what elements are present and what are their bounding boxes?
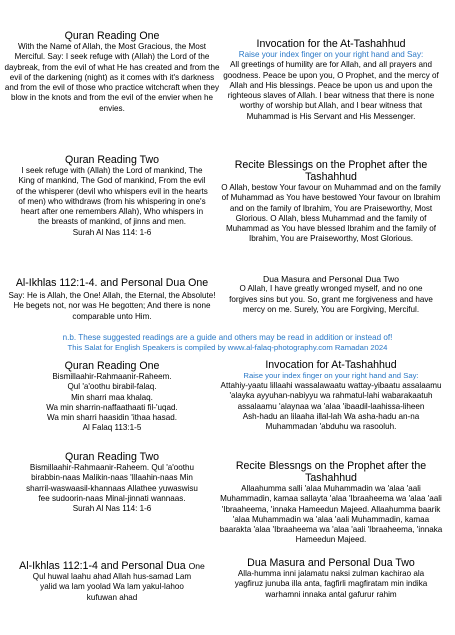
dua-masura-heading: Dua Masura and Personal Dua Two	[263, 274, 399, 284]
translit-dua-text: Alla-humma inni jalamatu naksi zulman kachirao ala yagfiruz junuba illa anta, fagfirli magfiratam min indika warhamni innaka antal gafurur rahim	[234, 569, 428, 599]
translit-ikhlas-heading-suffix: One	[188, 561, 205, 571]
translit-right-column-2	[218, 460, 444, 546]
translit-blessings-text: Allaahumma salli 'alaa Muhammadin wa 'alaa 'aali Muhammadin, kamaa sallayta 'alaa 'Ibraaheema wa 'alaa 'aali 'Ibraaheema, 'innaka Hameedun Majeed. Allaahumma baarik 'alaa Muhammadin wa 'alaa 'aali Muhammadin, kamaa baarakta 'alaa 'Ibraaheema wa 'alaa 'aali 'Ibraaheema, 'innaka Hameedun Majeed.	[219, 484, 443, 545]
english-left-column-2	[0, 154, 224, 238]
translit-invocation-text: Attahiy-yaatu lillaahi wassalawaatu wattay-yibaatu assalaamu 'alayka ayyuhan-nabiyyu wa rahmatul-lahi wabarakaatuh assalaamu 'alaynaa wa 'alaa 'ibaadil-laahissa-liheen	[220, 381, 442, 411]
english-left-column	[0, 30, 224, 114]
translit-invocation-heading: Invocation for At-Tashahhud	[265, 359, 397, 371]
translit-quran-one-line: Wa min sharri haasidin 'ithaa hasad.	[47, 413, 177, 423]
translit-quran-two-text: Bismillaahir-Rahmaanir-Raheem. Qul 'a'oothu birabbin-naas Malikin-naas 'Illaahin-naas Min sharril-waswaasil-khannaas Allathee yuwaswisu fee sudoorin-naas Minal-jinnati wannaas.	[26, 463, 198, 503]
translit-quran-one-ref: Al Falaq 113:1-5	[82, 423, 142, 433]
invocation-text: All greetings of humility are for Allah, and all prayers and goodness. Peace be upon you, O Prophet, and the mercy of Allah and His blessings. Peace be upon us and upon the righteous slaves of Allah. I bear witness that there is none worthy of worship but Allah, and I bear witness that Muhammad is His Servant and His Messenger.	[223, 60, 439, 121]
quran-reading-one-heading: Quran Reading One	[64, 30, 160, 42]
translit-invocation-text-2: Ash-hadu an lilaaha illal-lah Wa asha-hadu an-na Muhammadan 'abduhu wa rasooluh.	[242, 411, 420, 432]
translit-ikhlas-heading-main: Al-Ikhlas 112:1-4 and Personal Dua	[19, 560, 186, 572]
translit-quran-two-heading: Quran Reading Two	[64, 451, 160, 463]
invocation-heading: Invocation for the At-Tashahhud	[256, 38, 406, 50]
translit-quran-one-line: Bismillaahir-Rahmaanir-Raheem.	[52, 372, 172, 381]
translit-ikhlas-heading	[0, 560, 224, 572]
notice-line-2: This Salat for English Speakers is compiled by www.al-falaq-photography.com Ramadan 2024	[67, 343, 388, 353]
dua-masura-text: O Allah, I have greatly wronged myself, and no one forgives sins but you. So, grant me forgiveness and have mercy on me. Surely, You are Forgiving, Merciful.	[229, 284, 433, 314]
translit-blessings-heading: Recite Blessngs on the Prophet after the Tashahhud	[235, 460, 427, 484]
english-right-column	[218, 38, 444, 122]
translit-quran-one-line: Qul 'a'oothu birabil-falaq.	[67, 382, 157, 392]
translit-dua-heading: Dua Masura and Personal Dua Two	[247, 557, 415, 569]
quran-reading-two-heading: Quran Reading Two	[64, 154, 160, 166]
blessings-heading: Recite Blessings on the Prophet after the Tashahhud	[234, 159, 428, 183]
translit-left-column-2	[0, 451, 224, 514]
translit-right-column-3	[218, 557, 444, 600]
english-left-column-3	[0, 277, 224, 322]
translit-invocation-instruction: Raise your index finger on your right hand and Say:	[243, 371, 419, 380]
translit-quran-one-line: Wa min sharrin-naffaathaati fil-'uqad.	[46, 402, 178, 412]
translit-right-column	[218, 359, 444, 432]
quran-reading-one-text: With the Name of Allah, the Most Gracious, the Most Merciful. Say: I seek refuge with (Allah) the Lord of the daybreak, from the evil of what He has created and from the evil of the darkening (night) as it comes with it's darkness and from the evil of those who practice witchcraft when they blow in the knots and from the evil of the envier when he envies.	[4, 42, 220, 113]
invocation-instruction: Raise your index finger on your right hand and Say:	[238, 50, 424, 59]
translit-ikhlas-text: Qul huwal laahu ahad Allah hus-samad Lam yalid wa lam yoolad Wa lam yakul-lahoo kufuwan ahad	[32, 572, 192, 602]
al-ikhlas-text: Say: He is Allah, the One! Allah, the Eternal, the Absolute! He begets not, nor was He begotten; And there is none comparable unto Him.	[8, 291, 216, 321]
blessings-text: O Allah, bestow Your favour on Muhammad and on the family of Muhammad as You have bestowed Your favour on Ibrahim and on the family of Ibrahim, You are Praiseworthy, Most Glorious. O Allah, bless Muhammad and the family of Muhammad as You have blessed Ibrahim and the family of Ibrahim, You are Praiseworthy, Most Glorious.	[221, 183, 441, 244]
translit-quran-two-ref: Surah Al Nas 114: 1-6	[72, 504, 152, 514]
english-right-column-3	[218, 274, 444, 315]
translit-left-column-3	[0, 560, 224, 603]
notice-line-1: n.b. These suggested readings are a guide and others may be read in addition or instead of!	[62, 333, 393, 342]
quran-reading-two-ref: Surah Al Nas 114: 1-6	[72, 227, 152, 237]
quran-reading-two-text: I seek refuge with (Allah) the Lord of mankind, The King of mankind, The God of mankind, From the evil of the whisperer (devil who whispers evil in the hearts of men) who withdraws (from his whispering in one's heart after one remembers Allah), Who whispers in the breasts of mankind, of jinns and men.	[16, 166, 208, 227]
translit-quran-one-heading: Quran Reading One	[64, 360, 160, 372]
translit-left-column	[0, 360, 224, 434]
notice-block	[0, 333, 455, 353]
al-ikhlas-heading: Al-Ikhlas 112:1-4. and Personal Dua One	[15, 277, 209, 289]
english-right-column-2	[218, 159, 444, 245]
translit-quran-one-line: Min sharri maa khalaq.	[71, 392, 153, 402]
